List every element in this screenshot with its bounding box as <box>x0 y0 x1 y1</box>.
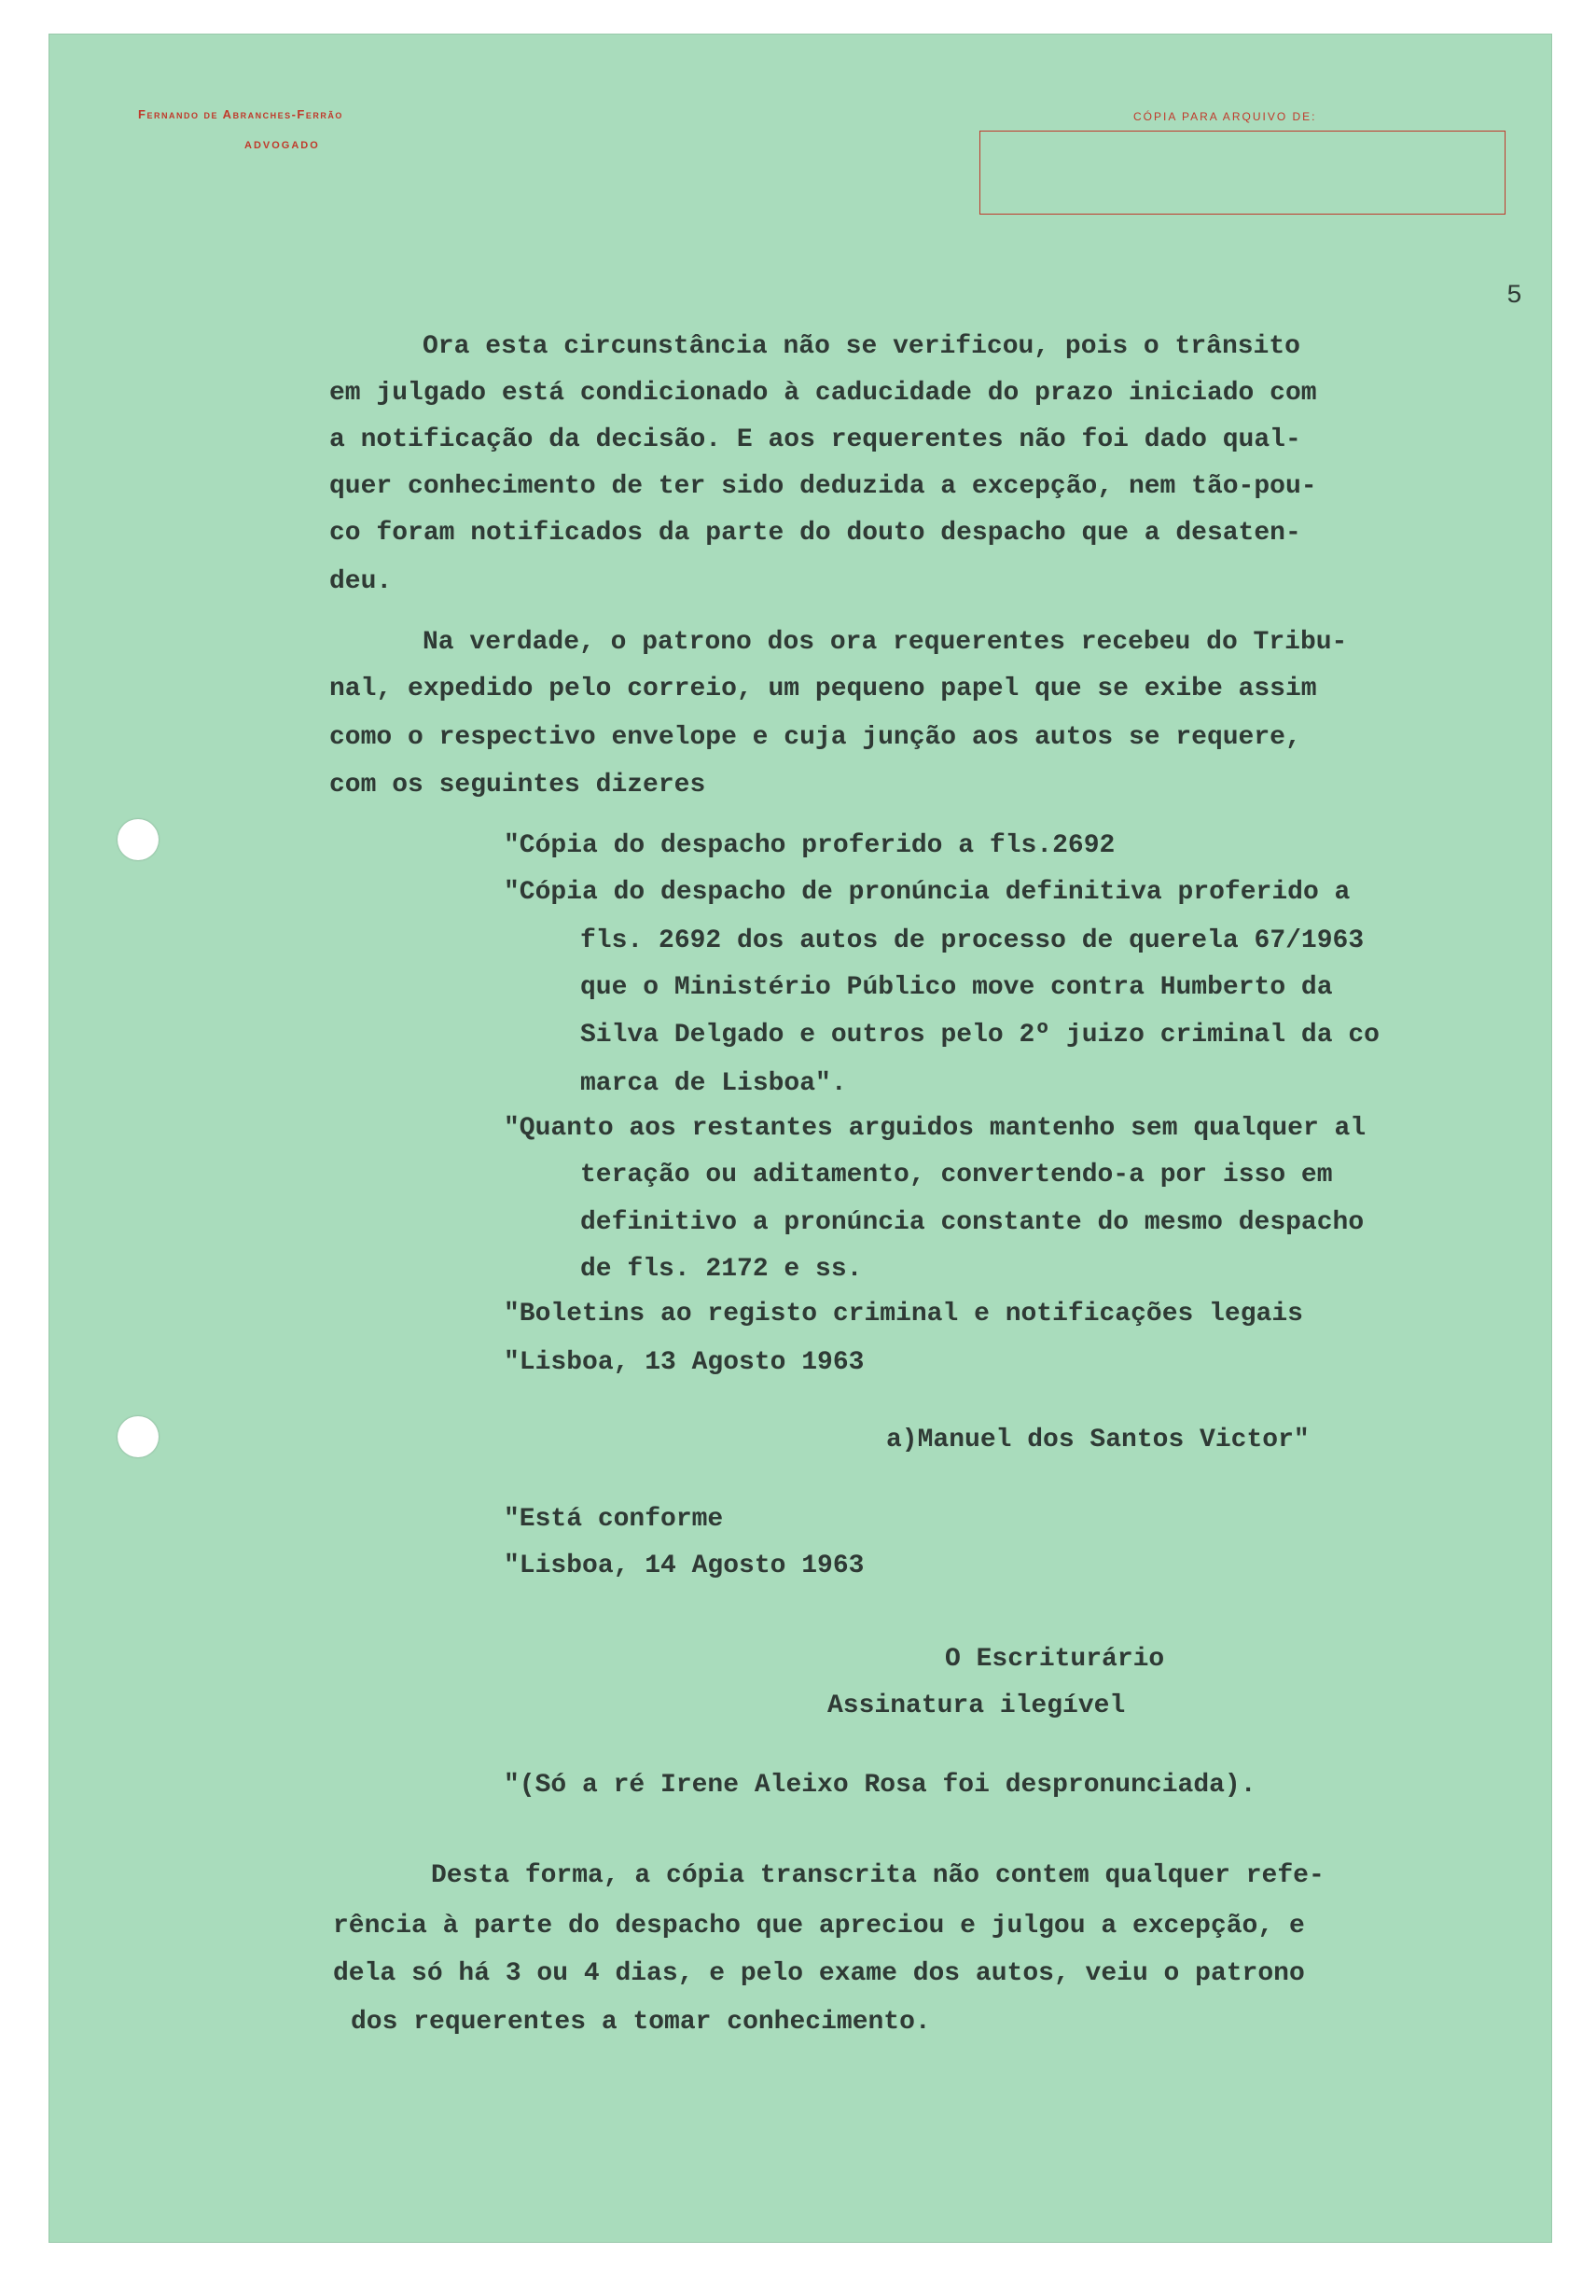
copy-archive-box <box>979 131 1506 215</box>
paragraph-3-line: dos requerentes a tomar conhecimento. <box>351 2008 931 2037</box>
judge-signature: a)Manuel dos Santos Victor" <box>886 1426 1310 1454</box>
quote-line: teração ou aditamento, convertendo-a por isso em <box>580 1161 1333 1190</box>
clerk-signature: Assinatura ilegível <box>827 1691 1126 1720</box>
paragraph-1-line: Ora esta circunstância não se verificou, pois o trânsito <box>423 332 1300 361</box>
quote-line: Silva Delgado e outros pelo 2º juizo criminal da co <box>580 1021 1380 1050</box>
quote-line: fls. 2692 dos autos de processo de querela 67/1963 <box>580 926 1365 955</box>
paragraph-1-line: a notificação da decisão. E aos requerentes não foi dado qual- <box>329 425 1301 454</box>
quote-line: "Cópia do despacho de pronúncia definitiva proferido a <box>504 878 1351 907</box>
paragraph-2-line: como o respectivo envelope e cuja junção aos autos se requere, <box>329 723 1301 752</box>
copy-archive-label: CÓPIA PARA ARQUIVO DE: <box>1133 110 1317 123</box>
paragraph-1-line: quer conhecimento de ter sido deduzida a excepção, nem tão-pou- <box>329 472 1317 501</box>
letterhead-name: Fernando de Abranches-Ferrão <box>138 107 343 121</box>
paragraph-1-line: em julgado está condicionado à caducidade do prazo iniciado com <box>329 379 1317 408</box>
paragraph-2-line: nal, expedido pelo correio, um pequeno papel que se exibe assim <box>329 675 1317 703</box>
quote-line: definitivo a pronúncia constante do mesmo despacho <box>580 1208 1365 1237</box>
quote-line: de fls. 2172 e ss. <box>580 1255 863 1284</box>
paragraph-2-line: com os seguintes dizeres <box>329 771 706 800</box>
quote-line: "Boletins ao registo criminal e notificações legais <box>504 1300 1303 1329</box>
punch-hole-bottom <box>118 1416 159 1457</box>
punch-hole-top <box>118 819 159 860</box>
letterhead-title: ADVOGADO <box>244 140 320 151</box>
quote-line: marca de Lisboa". <box>580 1069 847 1098</box>
page-number: 5 <box>1506 282 1522 311</box>
quote-line: "Cópia do despacho proferido a fls.2692 <box>504 831 1116 860</box>
paragraph-2-line: Na verdade, o patrono dos ora requerentes recebeu do Tribu- <box>423 628 1348 657</box>
note-line: "(Só a ré Irene Aleixo Rosa foi despronunciada). <box>504 1771 1256 1800</box>
quote-line: que o Ministério Público move contra Humberto da <box>580 973 1333 1002</box>
paragraph-3-line: rência à parte do despacho que apreciou e julgou a excepção, e <box>333 1912 1305 1941</box>
paragraph-3-line: Desta forma, a cópia transcrita não contem qualquer refe- <box>431 1861 1325 1890</box>
paragraph-1-line: deu. <box>329 567 393 596</box>
clerk-title: O Escriturário <box>945 1645 1165 1674</box>
quote-line: "Lisboa, 13 Agosto 1963 <box>504 1348 865 1377</box>
paragraph-1-line: co foram notificados da parte do douto despacho que a desaten- <box>329 519 1301 548</box>
quote-line: "Quanto aos restantes arguidos mantenho sem qualquer al <box>504 1114 1367 1143</box>
paragraph-3-line: dela só há 3 ou 4 dias, e pelo exame dos autos, veiu o patrono <box>333 1959 1305 1988</box>
conforme-line: "Está conforme <box>504 1505 724 1534</box>
conforme-line: "Lisboa, 14 Agosto 1963 <box>504 1552 865 1580</box>
